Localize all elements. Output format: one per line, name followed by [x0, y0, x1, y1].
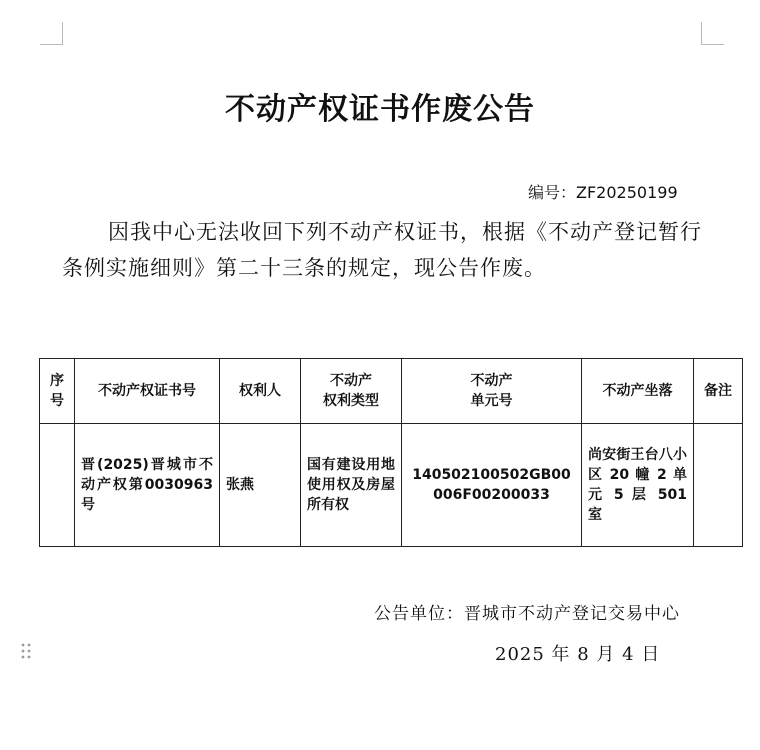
- table-row: [40, 424, 743, 547]
- cell-location: 尚安街王台八小区 20 幢 2 单元 5 层 501 室: [582, 424, 694, 547]
- drag-handle-icon[interactable]: [20, 642, 32, 660]
- announcement-paragraph: 因我中心无法收回下列不动产权证书，根据《不动产登记暂行条例实施细则》第二十三条的规定，现公告作废。: [62, 220, 702, 280]
- table-header-row: [40, 359, 743, 424]
- header-right-type: 不动产 权利类型: [301, 359, 402, 424]
- header-unit-no: 不动产 单元号: [402, 359, 582, 424]
- header-location: 不动产坐落: [582, 359, 694, 424]
- cell-owner: 张燕: [220, 424, 301, 547]
- cell-unit-no: 140502100502GB00006F00200033: [402, 424, 582, 547]
- drag-handle-dots: [20, 642, 32, 660]
- cell-remark: [694, 424, 743, 547]
- page-corner-mark-top-right: [701, 22, 724, 45]
- certificate-table: [39, 358, 743, 547]
- issuer-label: 公告单位：: [374, 604, 464, 624]
- document-number-value: ZF20250199: [576, 183, 678, 202]
- announcement-date: 2025 年 8 月 4 日: [495, 644, 661, 665]
- document-number-label: 编号：: [528, 183, 577, 202]
- cell-right-type: 国有建设用地使用权及房屋所有权: [301, 424, 402, 547]
- document-title: 不动产权证书作废公告: [225, 92, 535, 127]
- issuer-name: 晋城市不动产登记交易中心: [464, 604, 680, 624]
- header-owner: 权利人: [220, 359, 301, 424]
- cell-cert-no: 晋(2025)晋城市不动产权第0030963号: [75, 424, 220, 547]
- header-seq: 序号: [40, 359, 75, 424]
- cell-seq: [40, 424, 75, 547]
- document-number: [528, 180, 678, 203]
- page-corner-mark-top-left: [40, 22, 63, 45]
- header-remark: 备注: [694, 359, 743, 424]
- header-cert-no: 不动产权证书号: [75, 359, 220, 424]
- issuer-line: [374, 599, 680, 624]
